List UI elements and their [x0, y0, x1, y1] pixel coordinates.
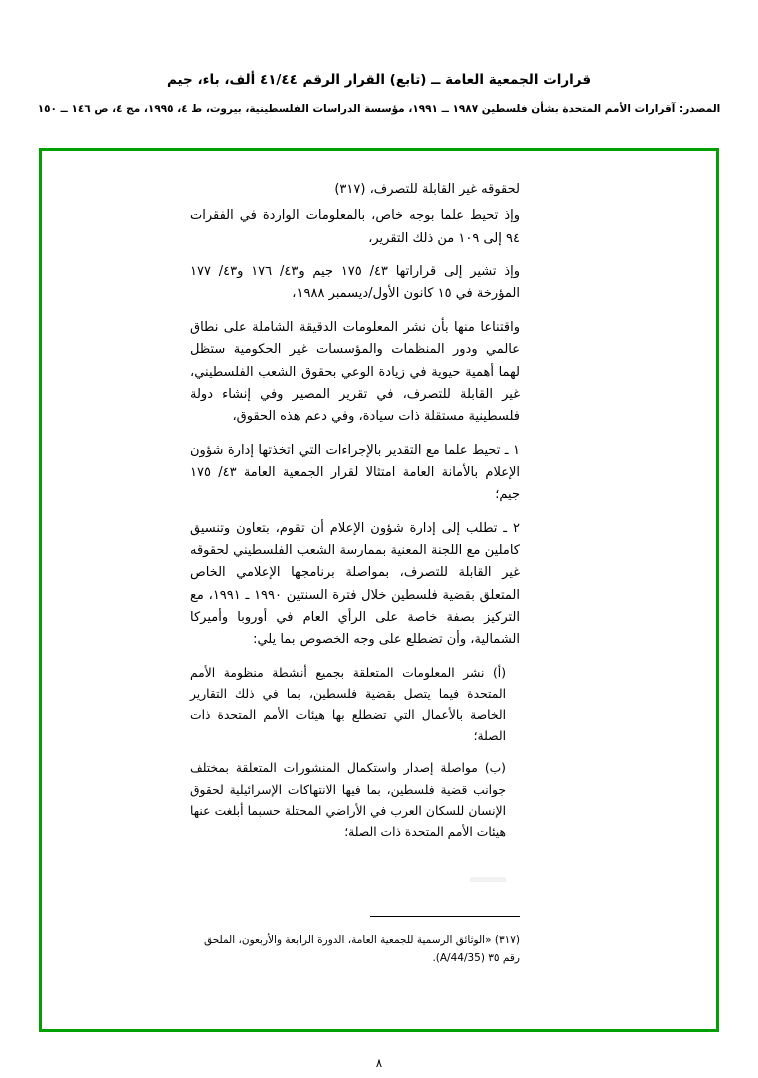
paragraph: ١ ـ تحيط علما مع التقدير بالإجراءات التي اتخذتها إدارة شؤون الإعلام بالأمانة العامة امتثالا لقرار الجمعية العامة ٤٣/ ١٧٥ جيم؛: [190, 442, 520, 503]
paper-artifact: [470, 877, 506, 882]
paragraph: ٢ ـ تطلب إلى إدارة شؤون الإعلام أن تقوم، بتعاون وتنسيق كاملين مع اللجنة المعنية بممارسة الشعب الفلسطيني لحقوقه غير القابلة للتصرف، بمواصلة برنامجها الإعلامي الخاص المتعلق بقضية فلسطين خلال فترة السنتين ١٩٩٠ ـ ١٩٩١، مع التركيز بصفة خاصة على الرأي العام في أوروبا وأميركا الشمالية، وأن تضطلع على وجه الخصوص بما يلي:: [190, 520, 521, 648]
page-number: ٨: [375, 1056, 383, 1070]
footnote-line-1: (٣١٧) «الوثائق الرسمية للجمعية العامة، الدورة الرابعة والأربعون، الملحق: [203, 934, 520, 947]
sub-item: (أ) نشر المعلومات المتعلقة بجميع أنشطة منظومة الأمم المتحدة فيما يتصل بقضية فلسطين، بما في ذلك التقارير الخاصة بالأعمال التي تضطلع بها هيئات الأمم المتحدة ذات الصلة؛: [190, 665, 506, 744]
footnote-line-2: رقم ٣٥ (A/44/35).: [432, 951, 520, 964]
source-line: المصدر: آقرارات الأمم المتحدة بشأن فلسطين ١٩٨٧ ــ ١٩٩١، مؤسسة الدراسات الفلسطينية، بيروت، ط ٤، ١٩٩٥، مج ٤، ص ١٤٦ ــ ١٥٠: [37, 103, 721, 115]
paragraph: وإذ تشير إلى قراراتها ٤٣/ ١٧٥ جيم و٤٣/ ١٧٦ و٤٣/ ١٧٧ المؤرخة في ١٥ كانون الأول/ديسمبر ١٩٨٨،: [190, 264, 520, 302]
footnote: [190, 932, 520, 967]
paragraph: لحقوقه غير القابلة للتصرف، (٣١٧): [334, 182, 520, 197]
paragraph: وإذ تحيط علما بوجه خاص، بالمعلومات الواردة في الفقرات ٩٤ إلى ١٠٩ من ذلك التقرير،: [190, 208, 520, 246]
body-text: [190, 179, 520, 854]
footnote-divider: [370, 916, 520, 917]
content-frame: [39, 148, 719, 1032]
sub-item: (ب) مواصلة إصدار واستكمال المنشورات المتعلقة بمختلف جوانب قضية فلسطين، بما فيها الانتهاكات الإسرائيلية لحقوق الإنسان للسكان العرب في الأراضي المحتلة حسبما أبلغت عنها هيئات الأمم المتحدة ذات الصلة؛: [190, 761, 506, 839]
page-title: قرارات الجمعية العامة ــ (تابع) القرار الرقم ٤١/٤٤ ألف، باء، جيم: [166, 72, 592, 88]
paragraph: واقتناعا منها بأن نشر المعلومات الدقيقة الشاملة على نطاق عالمي ودور المنظمات والمؤسسات غير الحكومية ستظل لهما أهمية حيوية في زيادة الوعي بحقوق الشعب الفلسطيني، غير القابلة للتصرف، في تقرير المصير وفي إنشاء دولة فلسطينية مستقلة ذات سيادة، وفي دعم هذه الحقوق،: [190, 319, 520, 425]
